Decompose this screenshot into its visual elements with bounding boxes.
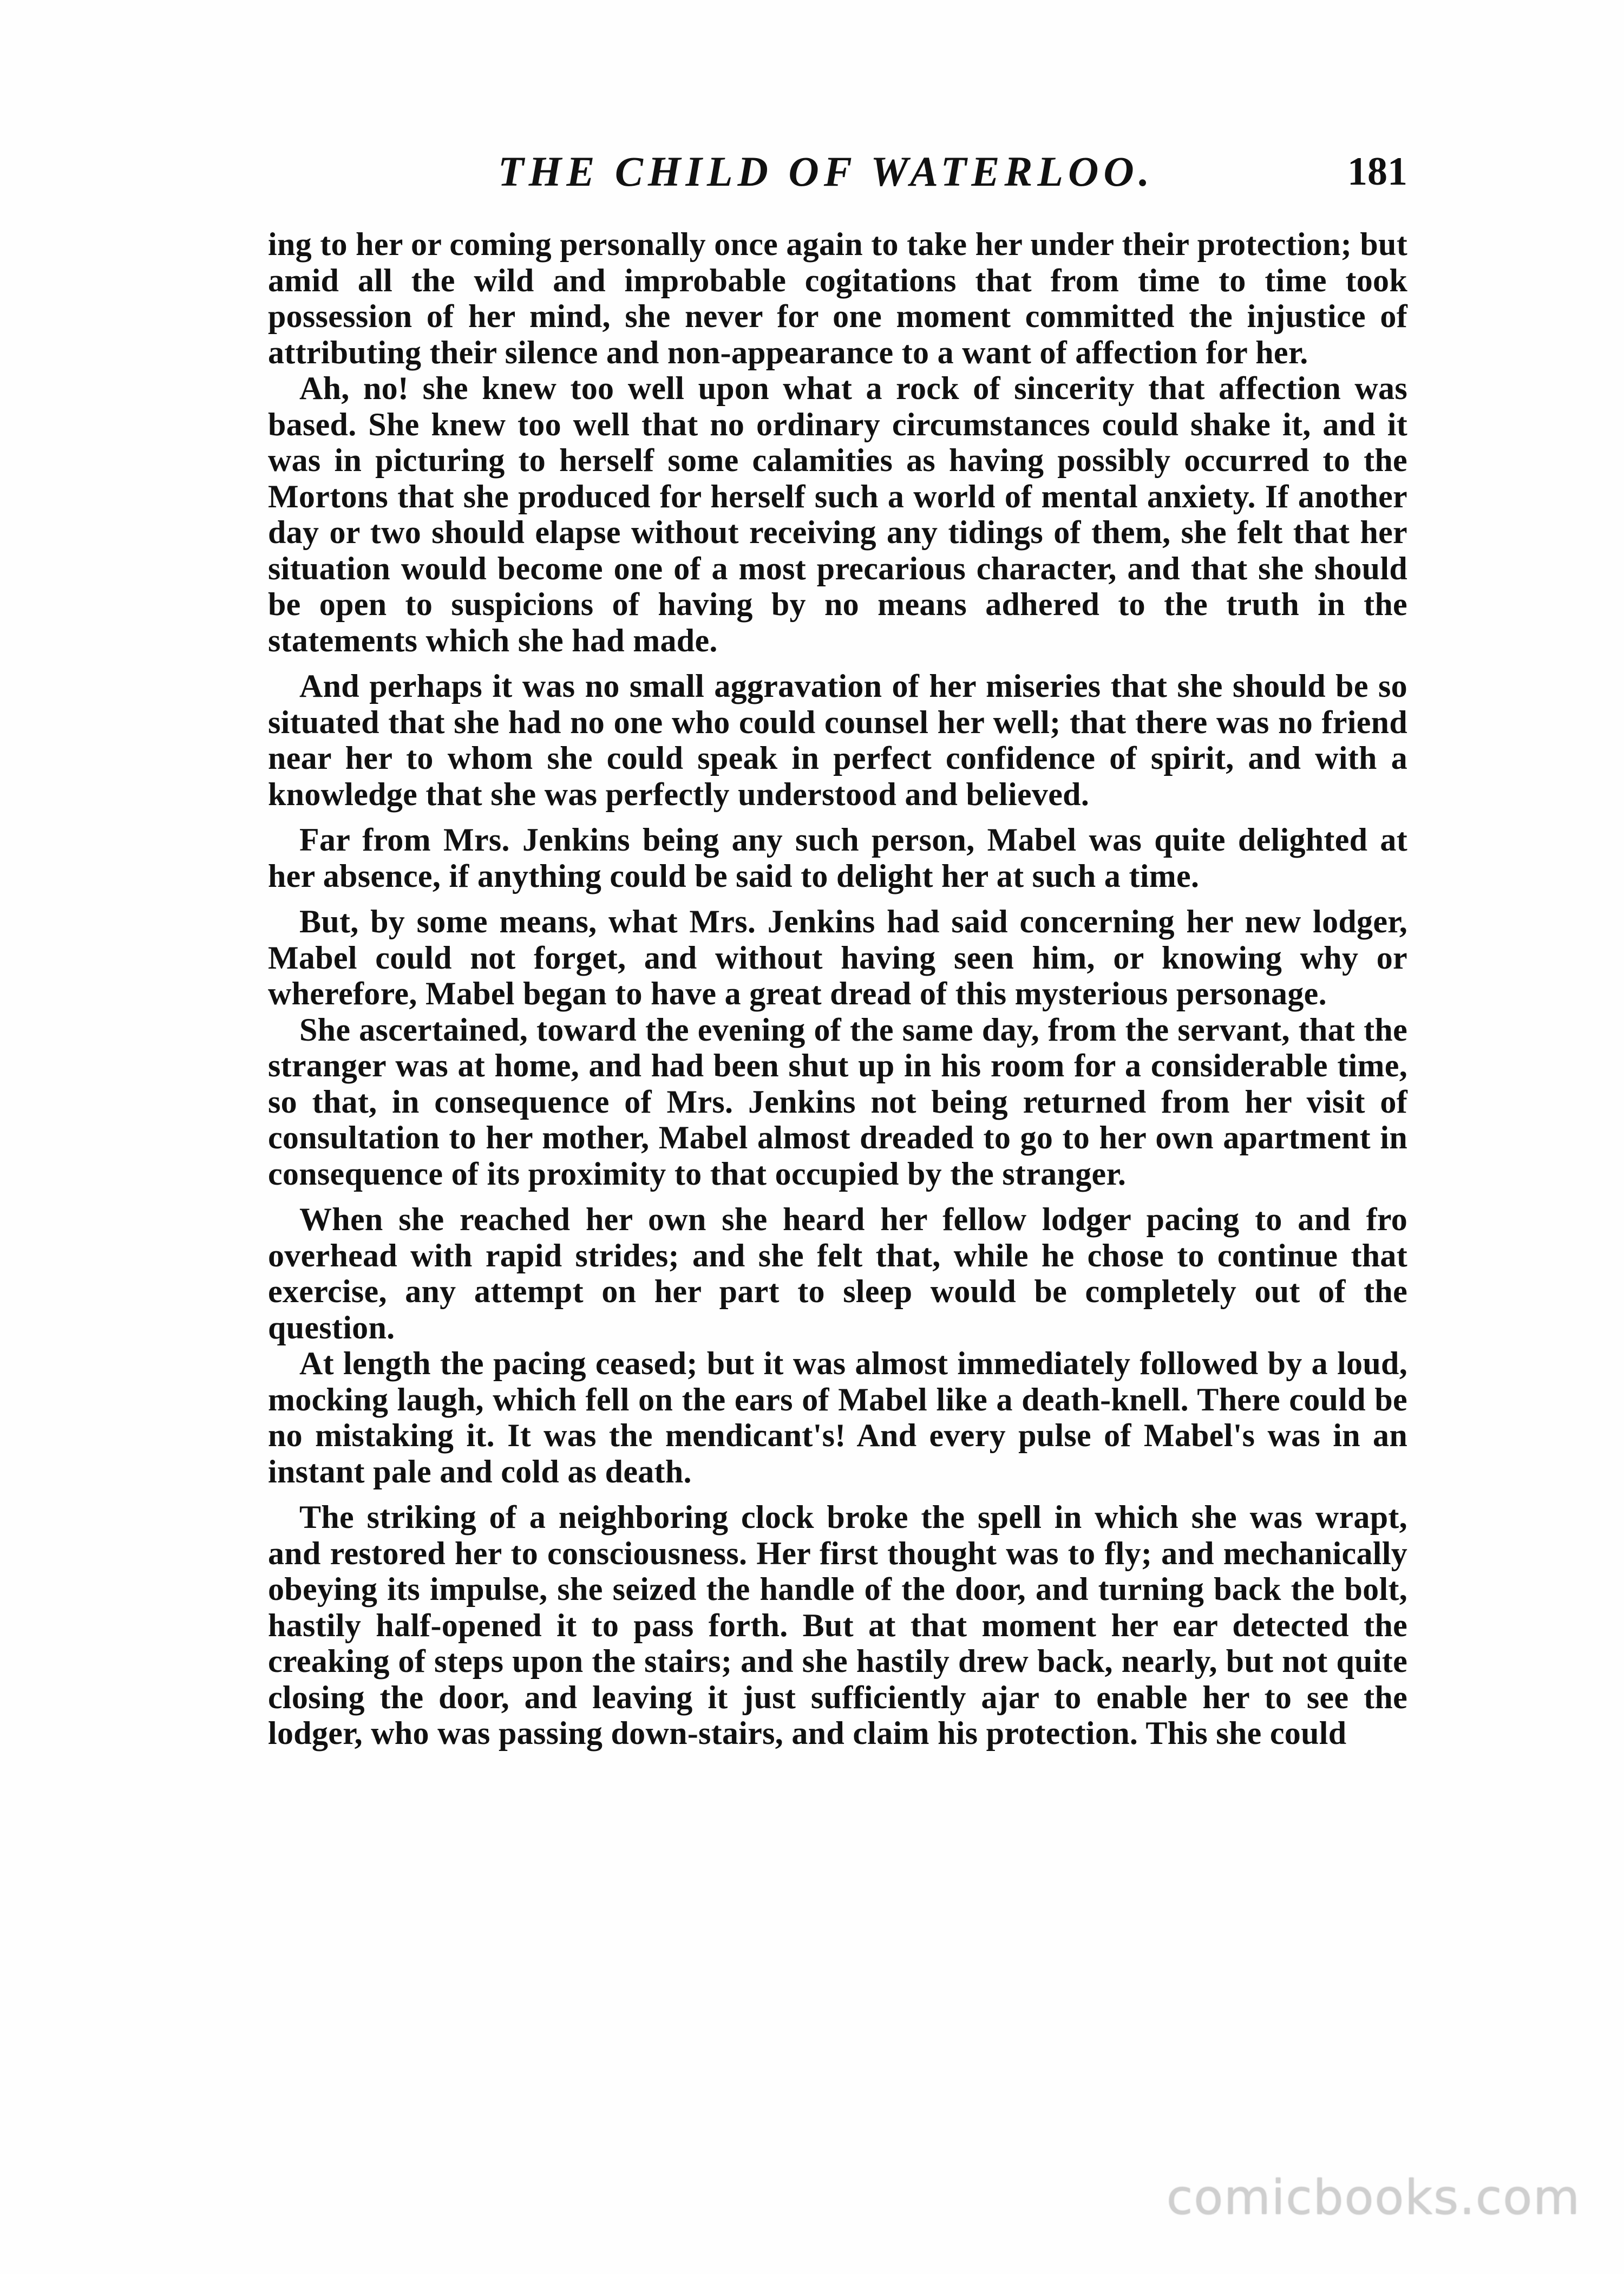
page-header: [271, 142, 1407, 201]
paragraph: The striking of a neighboring clock broke the spell in which she was wrapt, and restored her to consciousness. Her first thought was to fly; and mechanically obeying its impulse, she seized the handle of the door, and turning back the bolt, hastily half-opened it to pass forth. But at that moment her ear detected the creaking of steps upon the stairs; and she hastily drew back, nearly, but not quite closing the door, and leaving it just sufficiently ajar to enable her to see the lodger, who was passing down-stairs, and claim his protection. This she could: [268, 1499, 1407, 1751]
paragraph: She ascertained, toward the evening of the same day, from the servant, that the stranger was at home, and had been shut up in his room for a considerable time, so that, in consequence of Mrs. Jenkins not being returned from her visit of consultation to her mother, Mabel almost dreaded to go to her own apartment in consequence of its proximity to that occupied by the stranger.: [268, 1011, 1407, 1192]
paragraph: Ah, no! she knew too well upon what a rock of sincerity that affection was based. She knew too well that no ordinary circumstances could shake it, and it was in picturing to herself some calamities as having possibly occurred to the Mortons that she produced for herself such a world of mental anxiety. If another day or two should elapse without receiving any tidings of them, she felt that her situation would become one of a most precarious character, and that she should be open to suspicions of having by no means adhered to the truth in the statements which she had made.: [268, 370, 1407, 658]
running-title: THE CHILD OF WATERLOO.: [498, 148, 1155, 195]
paragraph: When she reached her own she heard her fellow lodger pacing to and fro overhead with rapid strides; and she felt that, while he chose to continue that exercise, any attempt on her part to sleep would be completely out of the question.: [268, 1201, 1407, 1345]
paragraph: Far from Mrs. Jenkins being any such person, Mabel was quite delighted at her absence, if anything could be said to delight her at such a time.: [268, 822, 1407, 894]
page-number: 181: [1347, 149, 1407, 194]
paragraph: But, by some means, what Mrs. Jenkins had said concerning her new lodger, Mabel could not forget, and without having seen him, or knowing why or wherefore, Mabel began to have a great dread of this mysterious personage.: [268, 904, 1407, 1011]
paragraph: At length the pacing ceased; but it was almost immediately followed by a loud, mocking laugh, which fell on the ears of Mabel like a death-knell. There could be no mistaking it. It was the mendicant's! And every pulse of Mabel's was in an instant pale and cold as death.: [268, 1345, 1407, 1489]
watermark: comicbooks.com: [1166, 2170, 1581, 2225]
paragraph: And perhaps it was no small aggravation of her miseries that she should be so situated that she had no one who could counsel her well; that there was no friend near her to whom she could speak in perfect confidence of spirit, and with a knowledge that she was perfectly understood and believed.: [268, 668, 1407, 812]
body-text: [268, 226, 1407, 1752]
paragraph: ing to her or coming personally once again to take her under their protection; but amid all the wild and improbable cogitations that from time to time took possession of her mind, she never for one moment committed the injustice of attributing their silence and non-appearance to a want of affection for her.: [268, 226, 1407, 370]
